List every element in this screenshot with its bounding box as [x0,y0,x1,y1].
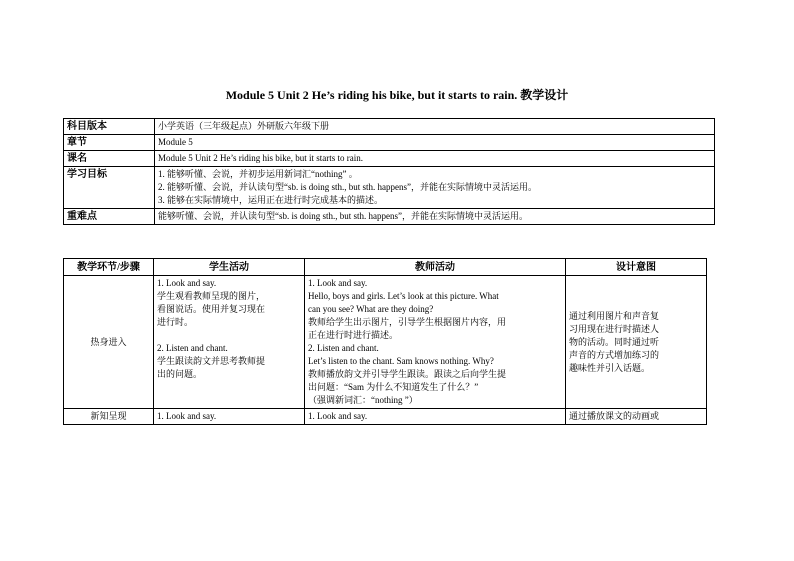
info-row-subject [64,119,715,135]
info-label: 课名 [64,151,155,167]
stage-cell: 热身进入 [64,276,154,409]
header-intent: 设计意图 [566,259,707,276]
header-teacher: 教师活动 [305,259,566,276]
student-activity-cell: 1. Look and say. 学生观看教师呈现的图片， 看图说话。使用并复习现在 进行时。 2. Listen and chant. 学生跟读韵文并思考教师提 出的问题。 [154,276,305,409]
info-value: 小学英语（三年级起点）外研版六年级下册 [155,119,715,135]
plan-row-presentation [64,409,707,425]
document-title: Module 5 Unit 2 He’s riding his bike, but it starts to rain. 教学设计 [225,88,569,102]
info-row-chapter [64,135,715,151]
plan-row-warmup [64,276,707,409]
info-value: 能够听懂、会说，并认读句型“sb. is doing sth., but sth. happens”，并能在实际情境中灵活运用。 [155,209,715,225]
teacher-activity-cell: 1. Look and say. [305,409,566,425]
info-row-lesson [64,151,715,167]
course-info-table [63,118,715,225]
stage-cell: 新知呈现 [64,409,154,425]
info-label: 重难点 [64,209,155,225]
design-intent-cell: 通过利用图片和声音复 习用现在进行时描述人 物的活动。同时通过听 声音的方式增加练习的 趣味性并引入话题。 [566,276,707,409]
info-value: Module 5 Unit 2 He’s riding his bike, but it starts to rain. [155,151,715,167]
teaching-plan-table [63,258,707,425]
header-stage: 教学环节/步骤 [64,259,154,276]
design-intent-cell: 通过播放课文的动画或 [566,409,707,425]
info-label: 科目版本 [64,119,155,135]
student-activity-cell: 1. Look and say. [154,409,305,425]
info-row-keypoints [64,209,715,225]
info-row-objectives [64,167,715,209]
info-label: 章节 [64,135,155,151]
info-label: 学习目标 [64,167,155,209]
teacher-activity-cell: 1. Look and say. Hello, boys and girls. Let’s look at this picture. What can you see? What are they doing? 教师给学生出示图片，引导学生根据图片内容，用 正在进行时进行描述。 2. Listen and chant. Let’s listen to the chant. Sam knows nothing. Why? 教师播放韵文并引导学生跟读。跟读之后向学生提 出问题：“Sam 为什么不知道发生了什么？” （强调新词汇：“nothing ”） [305,276,566,409]
plan-header-row [64,259,707,276]
info-value: Module 5 [155,135,715,151]
info-value: 1. 能够听懂、会说，并初步运用新词汇“nothing” 。 2. 能够听懂、会说，并认读句型“sb. is doing sth., but sth. happens”，并能在实际情境中灵活运用。 3. 能够在实际情境中，运用正在进行时完成基本的描述。 [155,167,715,209]
header-student: 学生活动 [154,259,305,276]
